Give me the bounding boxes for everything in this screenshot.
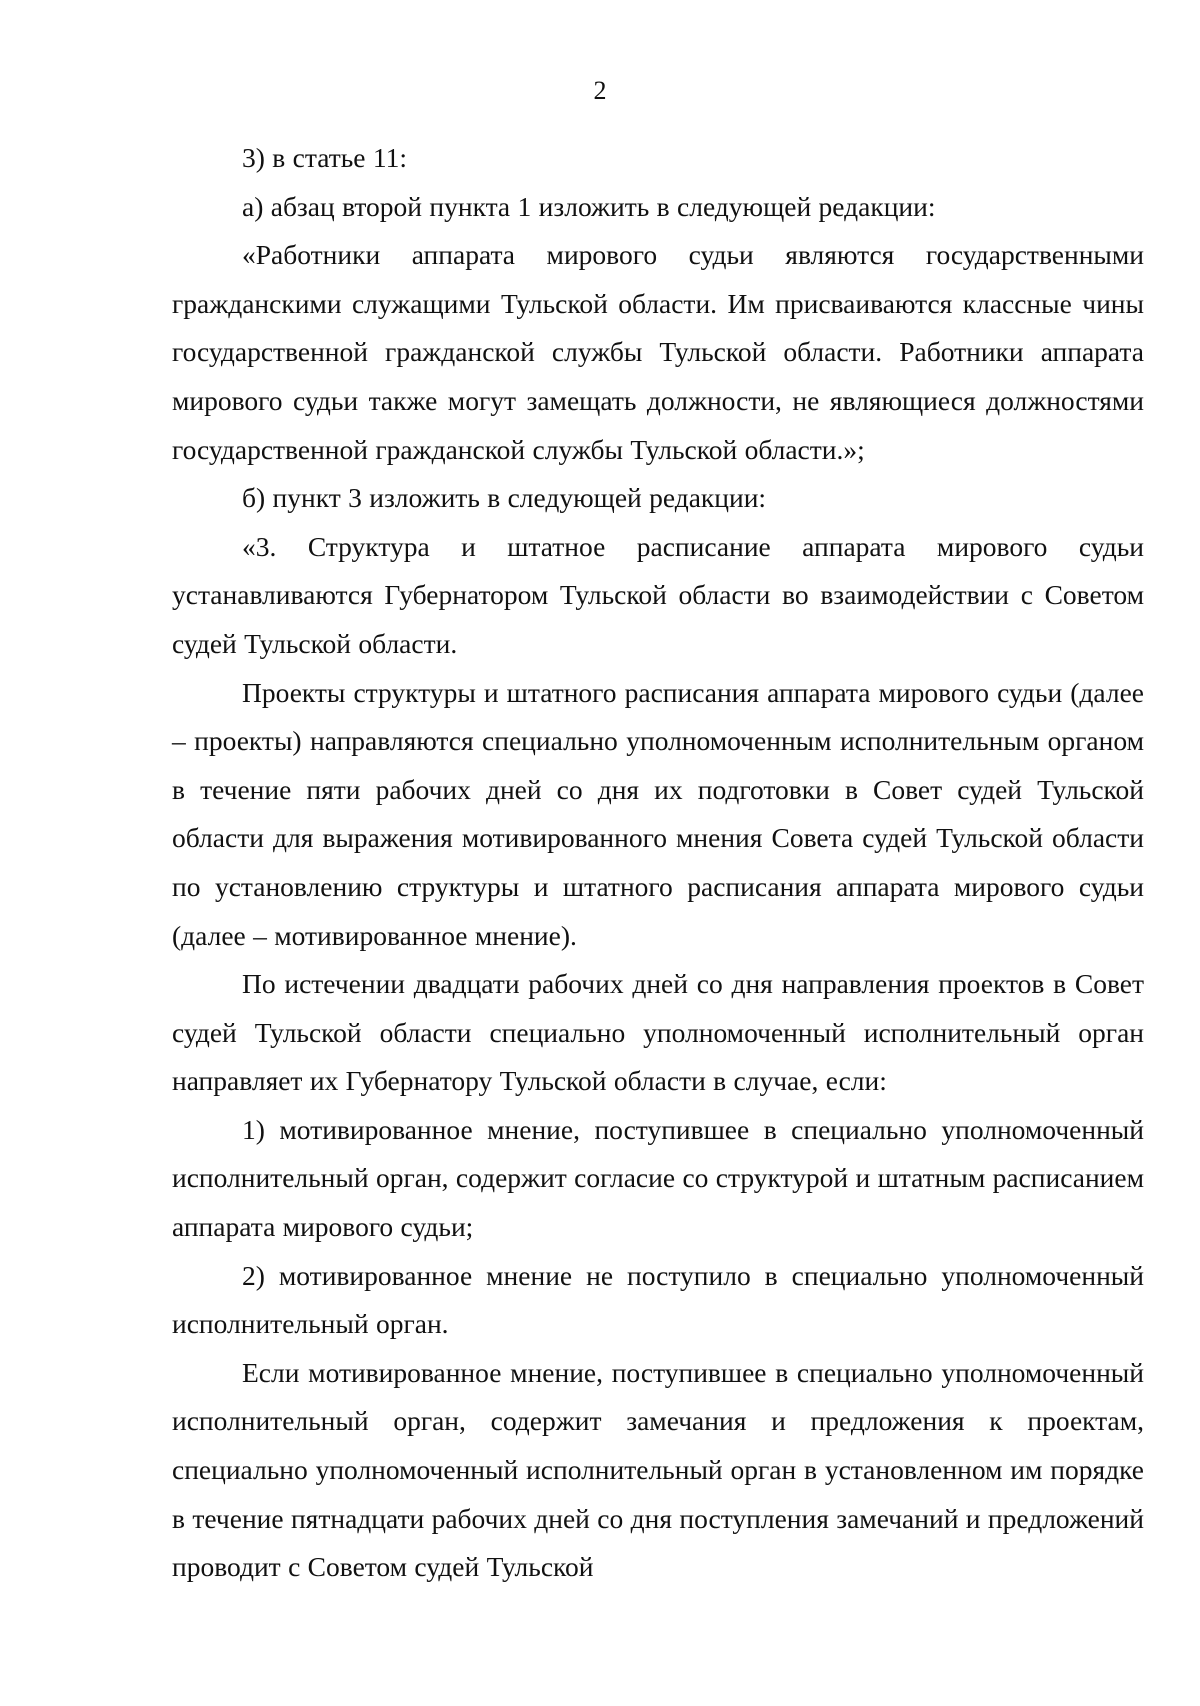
paragraph-remarks: Если мотивированное мнение, поступившее в специально уполномоченный исполнительный орган, содержит замечания и предложения к проектам, специально уполномоченный исполнительный орган в установленном им порядке в течение пятнадцати рабочих дней со дня поступления замечаний и предложений проводит с Советом судей Тульской xyxy=(172,1356,1144,1583)
paragraph-quote-staff: «Работники аппарата мирового судьи являются государственными гражданскими служащими Тульской области. Им присваиваются классные чины государственной гражданской службы Тульской области. Работники аппарата мирового судьи также могут замещать должности, не являющиеся должностями государственной гражданской службы Тульской области.»; xyxy=(172,239,1144,465)
paragraph-twenty-days: По истечении двадцати рабочих дней со дня направления проектов в Совет судей Тульской области специально уполномоченный исполнительный орган направляет их Губернатору Тульской области в случае, если: xyxy=(172,968,1144,1097)
document-body xyxy=(172,134,1144,1592)
paragraph-item-b: б) пункт 3 изложить в следующей редакции: xyxy=(242,482,767,514)
paragraph-item-a: а) абзац второй пункта 1 изложить в следующей редакции: xyxy=(242,190,936,222)
paragraph-point-3: «3. Структура и штатное расписание аппарата мирового судьи устанавливаются Губернатором Тульской области во взаимодействии с Советом судей Тульской области. xyxy=(172,530,1144,659)
paragraph-drafts: Проекты структуры и штатного расписания аппарата мирового судьи (далее – проекты) направляются специально уполномоченным исполнительным органом в течение пяти рабочих дней со дня их подготовки в Совет судей Тульской области для выражения мотивированного мнения Совета судей Тульской области по установлению структуры и штатного расписания аппарата мирового судьи (далее – мотивированное мнение). xyxy=(172,676,1144,951)
paragraph-case-1: 1) мотивированное мнение, поступившее в специально уполномоченный исполнительный орган, содержит согласие со структурой и штатным расписанием аппарата мирового судьи; xyxy=(172,1113,1144,1243)
page-number: 2 xyxy=(593,76,607,105)
paragraph-article-11: 3) в статье 11: xyxy=(242,142,407,173)
paragraph-case-2: 2) мотивированное мнение не поступило в специально уполномоченный исполнительный орган. xyxy=(172,1259,1144,1340)
